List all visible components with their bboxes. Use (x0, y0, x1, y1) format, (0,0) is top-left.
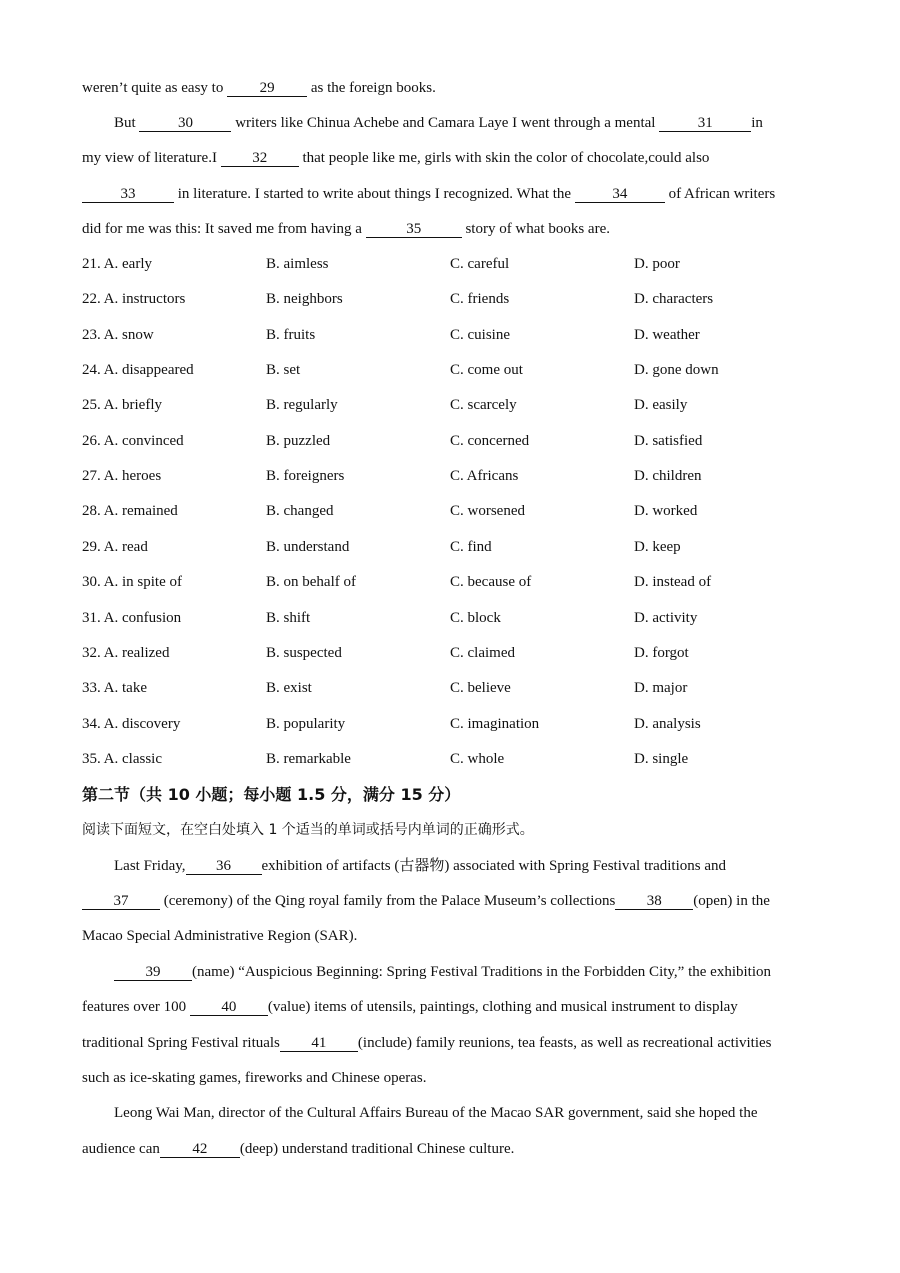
section-heading: 第二节（共 10 小题；每小题 1.5 分，满分 15 分） (82, 785, 461, 804)
option-text: C. block (450, 609, 501, 626)
option-text: D. easily (634, 397, 688, 414)
passage-line: my view of literature.I 32 that people like me, girls with skin the color of chocolate,could also (82, 150, 710, 166)
option-text: B. aimless (266, 256, 329, 272)
passage-line: traditional Spring Festival rituals 41 (include) family reunions, tea feasts, as well as recreational activities (82, 1035, 772, 1051)
passage-line: weren’t quite as easy to 29 as the foreign books. (82, 80, 436, 96)
option-text: C. believe (450, 680, 511, 697)
option-text: C. scarcely (450, 397, 517, 414)
option-text: D. instead of (634, 574, 712, 591)
option-text: B. understand (266, 538, 350, 555)
option-text: B. exist (266, 680, 312, 697)
blank-33: 33 (82, 187, 174, 203)
option-text: B. foreigners (266, 468, 345, 485)
option-text: D. children (634, 468, 702, 485)
blank-38: 38 (615, 894, 693, 910)
blank-34: 34 (575, 187, 665, 203)
option-text: D. activity (634, 609, 698, 626)
option-text: C. because of (450, 574, 532, 591)
option-text: 34. A. discovery (82, 715, 181, 732)
section-instruction: 阅读下面短文，在空白处填入 1 个适当的单词或括号内单词的正确形式。 (82, 822, 534, 838)
blank-42: 42 (160, 1142, 240, 1158)
option-text: C. imagination (450, 715, 540, 732)
blank-35: 35 (366, 222, 462, 238)
blank-30: 30 (139, 116, 231, 132)
option-text: B. on behalf of (266, 574, 356, 591)
option-text: C. Africans (450, 468, 519, 485)
option-text: 32. A. realized (82, 644, 170, 661)
option-text: B. popularity (266, 715, 346, 732)
passage-line: did for me was this: It saved me from having a 35 story of what books are. (82, 221, 610, 237)
passage-line: such as ice-skating games, fireworks and Chinese operas. (82, 1070, 427, 1086)
option-text: 27. A. heroes (82, 468, 162, 485)
option-text: D. keep (634, 538, 681, 555)
option-text: D. single (634, 750, 689, 767)
option-text: D. major (634, 680, 688, 697)
blank-32: 32 (221, 151, 299, 167)
option-text: B. set (266, 362, 301, 379)
option-text: B. shift (266, 609, 311, 626)
passage-line: Macao Special Administrative Region (SAR). (82, 928, 358, 944)
option-text: D. analysis (634, 715, 701, 732)
option-text: C. come out (450, 362, 523, 379)
option-text: 30. A. in spite of (82, 574, 182, 591)
blank-37: 37 (82, 894, 160, 910)
blank-40: 40 (190, 1000, 268, 1016)
passage-line: Leong Wai Man, director of the Cultural Affairs Bureau of the Macao SAR government, said she hoped the (114, 1105, 758, 1121)
option-text: 31. A. confusion (82, 609, 182, 626)
blank-29: 29 (227, 81, 307, 97)
option-text: 22. A. instructors (82, 291, 186, 308)
passage-line: 37 (ceremony) of the Qing royal family from the Palace Museum’s collections 38 (open) in the (82, 891, 770, 911)
option-text: B. puzzled (266, 432, 331, 449)
option-text: D. worked (634, 503, 698, 520)
option-text: D. characters (634, 291, 714, 308)
passage-line: 39 (name) “Auspicious Beginning: Spring Festival Traditions in the Forbidden City,” the exhibition (114, 962, 771, 982)
option-text: C. find (450, 538, 492, 555)
option-text: D. forgot (634, 644, 689, 661)
passage-line: But 30 writers like Chinua Achebe and Camara Laye I went through a mental 31 in (114, 115, 763, 131)
blank-31: 31 (659, 116, 751, 132)
passage-line: features over 100 40 (value) items of utensils, paintings, clothing and musical instrument to display (82, 999, 738, 1015)
option-text: D. satisfied (634, 432, 703, 449)
option-text: 29. A. read (82, 538, 148, 555)
option-text: 21. A. early (82, 256, 152, 272)
option-text: 35. A. classic (82, 750, 162, 767)
passage-line: Last Friday, 36 exhibition of artifacts (古器物) associated with Spring Festival traditions and (114, 858, 727, 874)
option-text: B. changed (266, 503, 334, 520)
blank-41: 41 (280, 1036, 358, 1052)
passage-line: 33 in literature. I started to write about things I recognized. What the 34 of African writers (82, 184, 775, 204)
option-text: C. friends (450, 291, 510, 308)
option-text: C. cuisine (450, 326, 510, 343)
option-text: C. worsened (450, 503, 525, 520)
option-text: C. careful (450, 256, 510, 272)
option-text: 25. A. briefly (82, 397, 162, 414)
option-text: B. suspected (266, 644, 342, 661)
option-text: B. remarkable (266, 750, 351, 767)
option-text: D. poor (634, 256, 680, 272)
option-text: 33. A. take (82, 680, 147, 697)
option-text: C. whole (450, 750, 505, 767)
option-text: 28. A. remained (82, 503, 178, 520)
option-text: 23. A. snow (82, 326, 154, 343)
blank-36: 36 (186, 859, 262, 875)
option-text: D. weather (634, 326, 700, 343)
blank-39: 39 (114, 965, 192, 981)
option-text: B. fruits (266, 326, 316, 343)
passage-line: audience can 42 (deep) understand traditional Chinese culture. (82, 1141, 515, 1157)
option-text: D. gone down (634, 362, 719, 379)
option-text: 26. A. convinced (82, 432, 184, 449)
option-text: 24. A. disappeared (82, 362, 194, 379)
option-text: C. concerned (450, 432, 530, 449)
option-text: C. claimed (450, 644, 515, 661)
option-text: B. regularly (266, 397, 338, 414)
option-text: B. neighbors (266, 291, 343, 308)
